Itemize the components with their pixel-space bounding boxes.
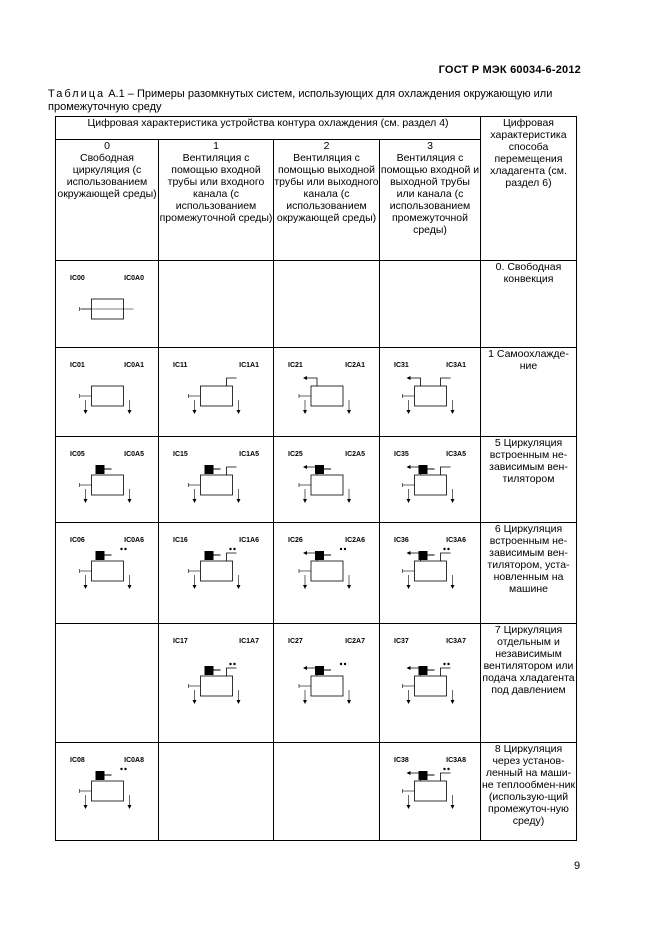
ic-code: IC37 <box>394 638 409 645</box>
ic-code: IC21 <box>288 362 303 369</box>
diagram-cell <box>159 437 274 523</box>
standard-header: ГОСТ Р МЭК 60034-6-2012 <box>438 64 581 76</box>
diagram-cell <box>380 624 481 743</box>
column-number: 3 <box>427 140 433 152</box>
caption-label: Таблица <box>48 88 106 100</box>
diagram-cell <box>274 348 380 437</box>
diagram-cell <box>56 743 159 841</box>
group-header: Цифровая характеристика устройства контура охлаждения (см. раздел 4) <box>56 117 481 140</box>
table-row <box>56 261 577 348</box>
column-header-1 <box>159 140 274 261</box>
column-header-2 <box>274 140 380 261</box>
ic-code-alt: IC3A5 <box>446 451 466 458</box>
ic-code: IC27 <box>288 638 303 645</box>
ic-code-alt: IC0A5 <box>124 451 144 458</box>
cooling-systems-table <box>55 116 577 841</box>
ic-code-alt: IC3A6 <box>446 537 466 544</box>
ic-code-alt: IC2A6 <box>345 537 365 544</box>
ic-code: IC31 <box>394 362 409 369</box>
ic-code-alt: IC2A5 <box>345 451 365 458</box>
diagram-cell <box>56 348 159 437</box>
table-row <box>56 348 577 437</box>
table-row <box>56 437 577 523</box>
ic-code-alt: IC3A1 <box>446 362 466 369</box>
diagram-cell <box>56 437 159 523</box>
table-caption <box>48 88 608 114</box>
diagram-cell <box>159 523 274 624</box>
ic-code: IC25 <box>288 451 303 458</box>
column-header-3 <box>380 140 481 261</box>
column-number: 1 <box>213 140 219 152</box>
method-description: 6 Циркуляция встроенным не-зависимым вен-тилятором, уста-новленным на машине <box>481 523 577 624</box>
ic-code-alt: IC0A0 <box>124 275 144 282</box>
ic-code: IC38 <box>394 757 409 764</box>
diagram-cell <box>159 261 274 348</box>
column-text: Вентиляция с помощью выходной трубы или выходного канала (с использованием окружающей среды) <box>274 152 379 224</box>
diagram-cell <box>159 348 274 437</box>
ic-code: IC05 <box>70 451 85 458</box>
method-description: 8 Циркуляция через установ-ленный на маши-не теплообмен-ник (использую-щий промежуточ-ную среду) <box>481 743 577 841</box>
ic-code-alt: IC3A7 <box>446 638 466 645</box>
ic-code: IC15 <box>173 451 188 458</box>
diagram-cell <box>159 743 274 841</box>
ic-code: IC26 <box>288 537 303 544</box>
ic-code-alt: IC2A1 <box>345 362 365 369</box>
diagram-cell <box>274 437 380 523</box>
column-number: 2 <box>323 140 330 152</box>
method-description: 5 Циркуляция встроенным не-зависимым вен-тилятором <box>481 437 577 523</box>
ic-code: IC06 <box>70 537 85 544</box>
ic-code-alt: IC1A7 <box>239 638 259 645</box>
diagram-cell <box>380 437 481 523</box>
ic-code: IC35 <box>394 451 409 458</box>
diagram-cell <box>380 348 481 437</box>
ic-code-alt: IC1A6 <box>239 537 259 544</box>
ic-code-alt: IC2A7 <box>345 638 365 645</box>
diagram-cell <box>380 261 481 348</box>
ic-code-alt: IC1A1 <box>239 362 259 369</box>
ic-code: IC16 <box>173 537 188 544</box>
ic-code: IC17 <box>173 638 188 645</box>
method-description: 0. Свободная конвекция <box>481 261 577 348</box>
table-row <box>56 523 577 624</box>
column-header-0 <box>56 140 159 261</box>
ic-code: IC11 <box>173 362 188 369</box>
diagram-cell <box>56 624 159 743</box>
ic-code-alt: IC1A5 <box>239 451 259 458</box>
diagram-cell <box>380 743 481 841</box>
diagram-cell <box>380 523 481 624</box>
diagram-cell <box>274 743 380 841</box>
column-number: 0 <box>104 140 110 152</box>
diagram-cell <box>56 523 159 624</box>
table-row <box>56 624 577 743</box>
diagram-cell <box>56 261 159 348</box>
page-number: 9 <box>574 860 581 872</box>
column-text: Свободная циркуляция (с использованием окружающей среды) <box>57 152 157 200</box>
right-column-header: Цифровая характеристика способа перемещения хладагента (см. раздел 6) <box>481 117 577 261</box>
ic-code: IC01 <box>70 362 85 369</box>
ic-code: IC36 <box>394 537 409 544</box>
diagram-cell <box>274 523 380 624</box>
method-description: 1 Самоохлажде-ние <box>481 348 577 437</box>
diagram-cell <box>274 261 380 348</box>
ic-code-alt: IC3A8 <box>446 757 466 764</box>
ic-code: IC08 <box>70 757 85 764</box>
table-row <box>56 743 577 841</box>
method-description: 7 Циркуляция отдельным и независимым вентилятором или подача хладагента под давлением <box>481 624 577 743</box>
column-text: Вентиляция с помощью входной трубы или входного канала (с использованием промежуточной среды) <box>159 152 273 224</box>
column-text: Вентиляция с помощью входной и выходной трубы или канала (с использованием промежуточной среды) <box>380 152 480 236</box>
diagram-cell <box>159 624 274 743</box>
caption-text: А.1 – Примеры разомкнутых систем, использующих для охлаждения окружающую или промежуточную среду <box>48 88 553 113</box>
ic-code-alt: IC0A6 <box>124 537 144 544</box>
ic-code: IC00 <box>70 275 85 282</box>
ic-code-alt: IC0A1 <box>124 362 144 369</box>
diagram-cell <box>274 624 380 743</box>
ic-code-alt: IC0A8 <box>124 757 144 764</box>
